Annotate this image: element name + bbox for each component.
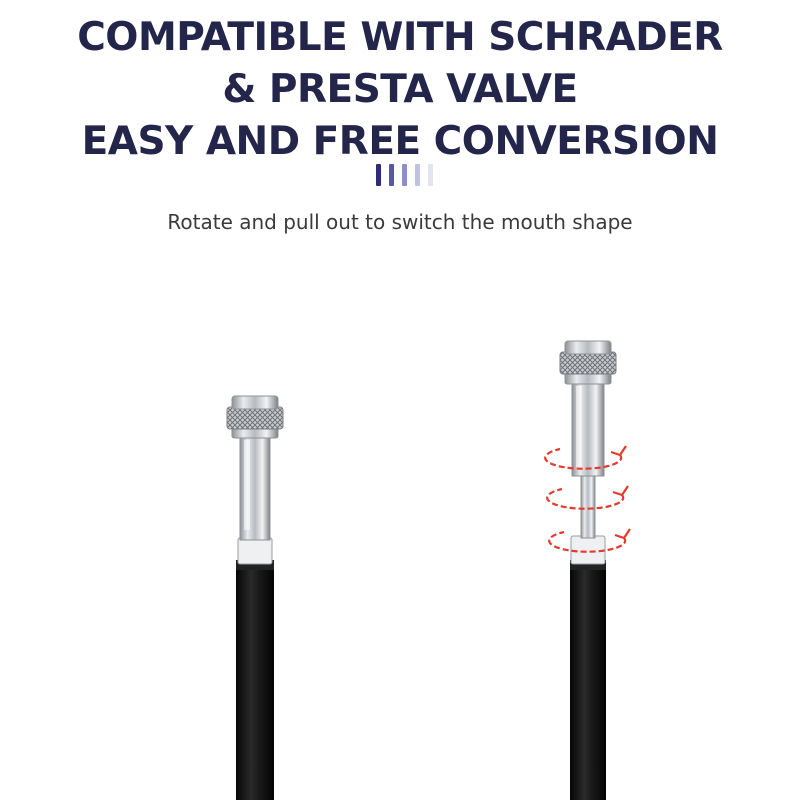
headline-line-1: COMPATIBLE WITH SCHRADER	[77, 15, 723, 60]
presta-valve-hose	[570, 560, 606, 800]
subtitle: Rotate and pull out to switch the mouth shape	[167, 210, 633, 234]
schrader-valve-head	[227, 396, 283, 564]
schrader-valve-hose	[236, 560, 274, 800]
headline-line-2: & PRESTA VALVE	[222, 67, 578, 112]
presta-valve-head	[560, 341, 616, 564]
headline-line-3: EASY AND FREE CONVERSION	[81, 119, 719, 164]
